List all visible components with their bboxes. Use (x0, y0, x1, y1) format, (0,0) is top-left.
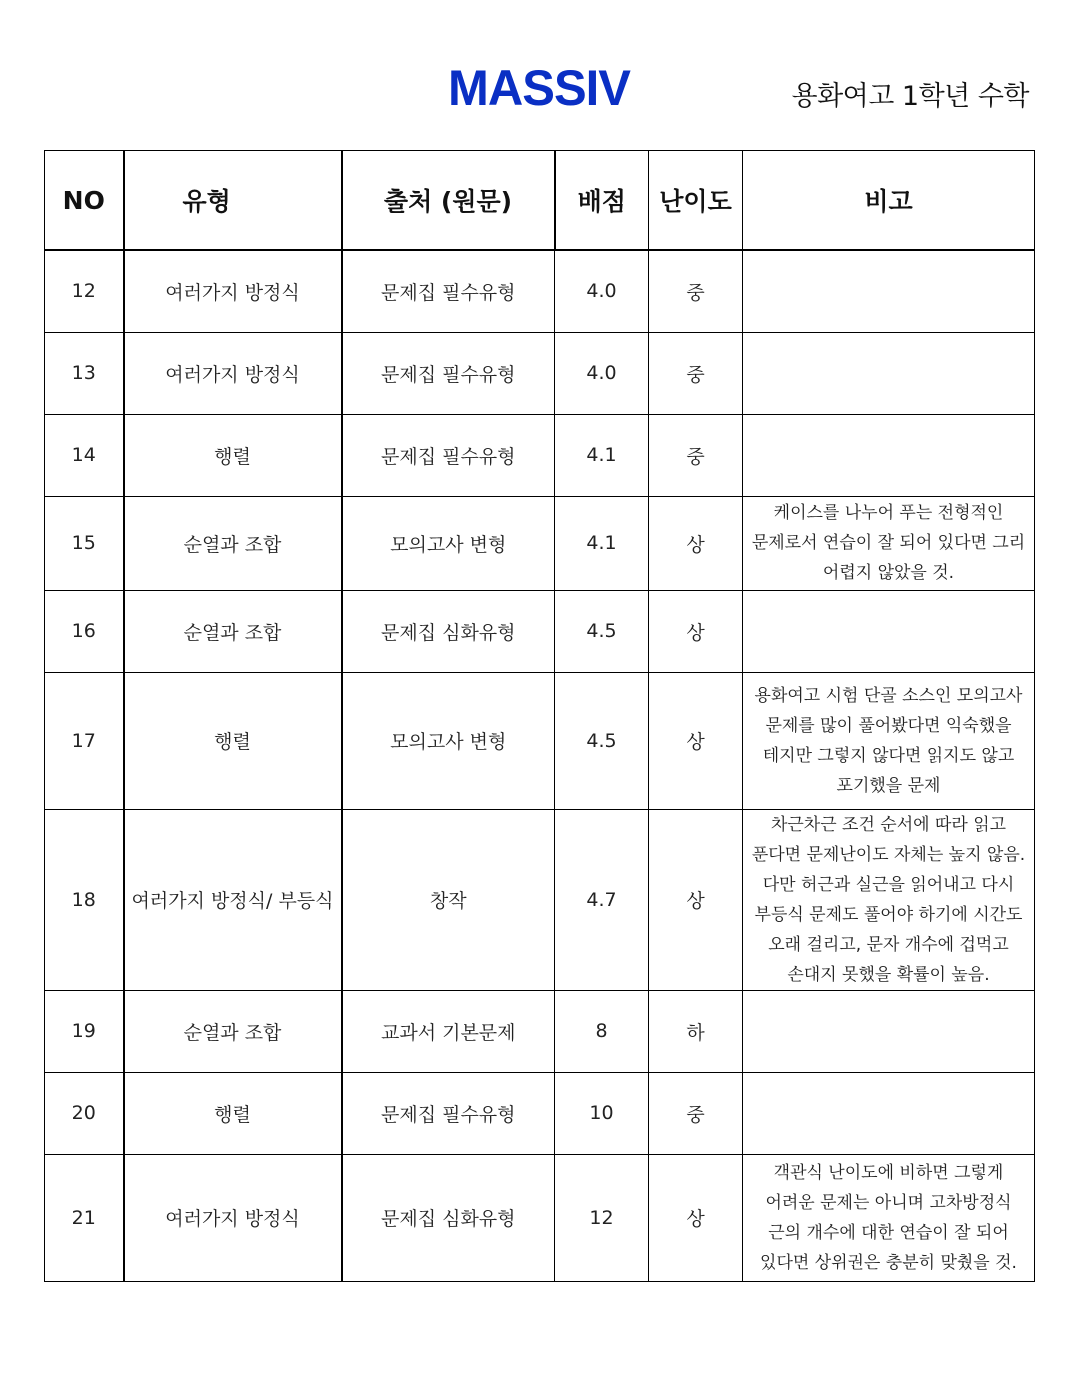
cell-difficulty: 상 (649, 1154, 743, 1281)
cell-score: 4.5 (555, 590, 649, 672)
cell-source: 문제집 심화유형 (342, 590, 555, 672)
massiv-logo: MASSIV (447, 60, 630, 116)
cell-type: 순열과 조합 (124, 496, 342, 590)
cell-score: 12 (555, 1154, 649, 1281)
cell-difficulty: 상 (649, 496, 743, 590)
table-row (45, 809, 1035, 990)
cell-difficulty: 중 (649, 414, 743, 496)
cell-type: 행렬 (124, 672, 342, 809)
cell-type: 여러가지 방정식 (124, 250, 342, 332)
table-header-row (45, 151, 1035, 251)
header-score: 배점 (555, 151, 649, 251)
cell-note (743, 250, 1035, 332)
cell-note: 객관식 난이도에 비하면 그렇게 어려운 문제는 아니며 고차방정식 근의 개수에 대한 연습이 잘 되어 있다면 상위권은 충분히 맞췄을 것. (743, 1154, 1035, 1281)
cell-note (743, 414, 1035, 496)
header-no: NO (45, 151, 124, 251)
cell-score: 4.0 (555, 250, 649, 332)
cell-score: 4.1 (555, 496, 649, 590)
cell-type: 여러가지 방정식/ 부등식 (124, 809, 342, 990)
cell-note (743, 990, 1035, 1072)
cell-note: 용화여고 시험 단골 소스인 모의고사 문제를 많이 풀어봤다면 익숙했을 테지만 그렇지 않다면 읽지도 않고 포기했을 문제 (743, 672, 1035, 809)
cell-no: 21 (45, 1154, 124, 1281)
cell-source: 교과서 기본문제 (342, 990, 555, 1072)
cell-no: 19 (45, 990, 124, 1072)
cell-source: 문제집 심화유형 (342, 1154, 555, 1281)
table-row (45, 1154, 1035, 1281)
cell-source: 문제집 필수유형 (342, 1072, 555, 1154)
table-row (45, 672, 1035, 809)
table-row (45, 1072, 1035, 1154)
cell-difficulty: 상 (649, 672, 743, 809)
cell-type: 여러가지 방정식 (124, 1154, 342, 1281)
cell-difficulty: 중 (649, 332, 743, 414)
cell-source: 문제집 필수유형 (342, 414, 555, 496)
cell-type: 여러가지 방정식 (124, 332, 342, 414)
cell-score: 10 (555, 1072, 649, 1154)
cell-type: 행렬 (124, 414, 342, 496)
cell-difficulty: 하 (649, 990, 743, 1072)
cell-difficulty: 중 (649, 250, 743, 332)
cell-source: 문제집 필수유형 (342, 250, 555, 332)
cell-type: 행렬 (124, 1072, 342, 1154)
table-row (45, 250, 1035, 332)
page-subtitle: 용화여고 1학년 수학 (791, 81, 1029, 112)
cell-score: 8 (555, 990, 649, 1072)
table-row (45, 332, 1035, 414)
cell-no: 14 (45, 414, 124, 496)
cell-note (743, 1072, 1035, 1154)
cell-score: 4.5 (555, 672, 649, 809)
cell-source: 창작 (342, 809, 555, 990)
cell-no: 15 (45, 496, 124, 590)
cell-type: 순열과 조합 (124, 990, 342, 1072)
table-row (45, 496, 1035, 590)
cell-difficulty: 중 (649, 1072, 743, 1154)
cell-difficulty: 상 (649, 590, 743, 672)
cell-type: 순열과 조합 (124, 590, 342, 672)
cell-no: 18 (45, 809, 124, 990)
header-type: 유형 (124, 151, 342, 251)
cell-no: 12 (45, 250, 124, 332)
cell-no: 16 (45, 590, 124, 672)
cell-note: 케이스를 나누어 푸는 전형적인 문제로서 연습이 잘 되어 있다면 그리 어렵지 않았을 것. (743, 496, 1035, 590)
table-row (45, 414, 1035, 496)
cell-note (743, 332, 1035, 414)
cell-source: 모의고사 변형 (342, 496, 555, 590)
header-difficulty: 난이도 (649, 151, 743, 251)
cell-score: 4.7 (555, 809, 649, 990)
cell-source: 문제집 필수유형 (342, 332, 555, 414)
table-row (45, 990, 1035, 1072)
header-source: 출처 (원문) (342, 151, 555, 251)
cell-note (743, 590, 1035, 672)
cell-note: 차근차근 조건 순서에 따라 읽고 푼다면 문제난이도 자체는 높지 않음. 다만 허근과 실근을 읽어내고 다시 부등식 문제도 풀어야 하기에 시간도 오래 걸리고, 문자 개수에 겁먹고 손대지 못했을 확률이 높음. (743, 809, 1035, 990)
table-row (45, 590, 1035, 672)
cell-no: 20 (45, 1072, 124, 1154)
exam-analysis-table (44, 150, 1035, 1282)
cell-score: 4.0 (555, 332, 649, 414)
cell-source: 모의고사 변형 (342, 672, 555, 809)
cell-difficulty: 상 (649, 809, 743, 990)
cell-no: 17 (45, 672, 124, 809)
cell-score: 4.1 (555, 414, 649, 496)
header-note: 비고 (743, 151, 1035, 251)
cell-no: 13 (45, 332, 124, 414)
